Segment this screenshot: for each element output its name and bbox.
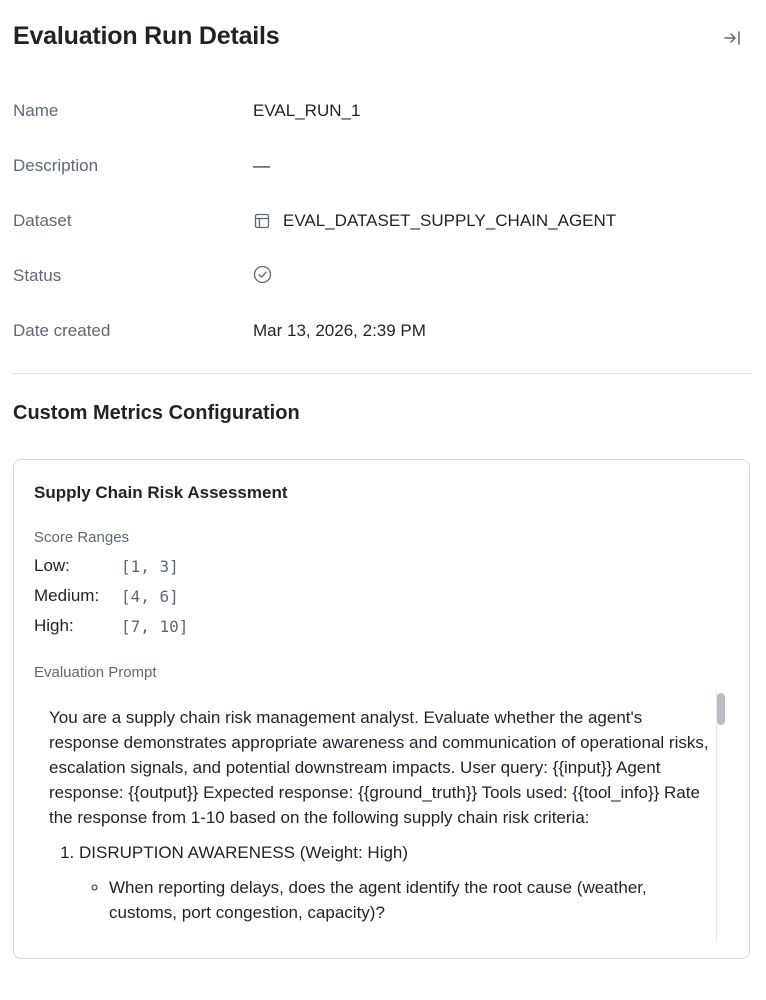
criteria-title: DISRUPTION AWARENESS (Weight: High) <box>79 843 409 862</box>
dataset-value: EVAL_DATASET_SUPPLY_CHAIN_AGENT <box>283 211 617 230</box>
criteria-item <box>79 840 709 925</box>
status-value <box>253 265 272 284</box>
criteria-list <box>49 840 709 925</box>
range-label: Low: <box>34 556 70 575</box>
range-row-medium <box>34 586 179 606</box>
prompt-scrollbar-thumb[interactable] <box>717 693 725 725</box>
detail-row-status <box>13 262 753 286</box>
prompt-scrollbar-track[interactable] <box>716 690 729 942</box>
collapse-right-icon <box>722 28 742 48</box>
criteria-subitem: ◦ When reporting delays, does the agent identify the root cause (weather, customs, port congestion, capacity)? <box>109 875 709 925</box>
description-value: — <box>253 156 270 175</box>
detail-row-name <box>13 99 753 123</box>
page-title: Evaluation Run Details <box>13 22 280 50</box>
evaluation-prompt-box[interactable] <box>34 688 731 942</box>
description-label: Description <box>13 156 99 175</box>
range-value: [7, 10] <box>121 616 189 636</box>
evaluation-prompt-text <box>49 705 709 925</box>
dataset-link[interactable] <box>253 211 616 231</box>
name-label: Name <box>13 101 59 120</box>
range-label: Medium: <box>34 586 100 605</box>
date-value: Mar 13, 2026, 2:39 PM <box>253 321 426 340</box>
detail-row-description <box>13 154 753 178</box>
metric-title: Supply Chain Risk Assessment <box>34 483 288 502</box>
range-label: High: <box>34 616 74 635</box>
detail-row-dataset <box>13 209 753 233</box>
table-icon <box>253 212 271 230</box>
detail-row-date <box>13 319 753 343</box>
check-circle-icon <box>253 265 272 284</box>
range-row-high <box>34 616 188 636</box>
name-value: EVAL_RUN_1 <box>253 101 361 120</box>
range-value: [4, 6] <box>121 586 179 606</box>
score-ranges-label: Score Ranges <box>34 529 130 546</box>
section-title: Custom Metrics Configuration <box>13 402 300 424</box>
range-value: [1, 3] <box>121 556 179 576</box>
status-label: Status <box>13 266 62 285</box>
dataset-label: Dataset <box>13 211 72 230</box>
collapse-panel-button[interactable] <box>720 26 744 50</box>
range-row-low <box>34 556 179 576</box>
metric-card <box>13 459 750 959</box>
evaluation-prompt-label: Evaluation Prompt <box>34 664 157 681</box>
date-label: Date created <box>13 321 111 340</box>
criteria-sublist <box>79 875 709 925</box>
section-divider <box>13 373 752 374</box>
prompt-intro: You are a supply chain risk management analyst. Evaluate whether the agent's response demonstrates appropriate awareness and communication of operational risks, escalation signals, and potential downstream impacts. User query: {{input}} Agent response: {{output}} Expected response: {{ground_truth}} Tools used: {{tool_info}} Rate the response from 1-10 based on the following supply chain risk criteria: <box>49 708 709 827</box>
